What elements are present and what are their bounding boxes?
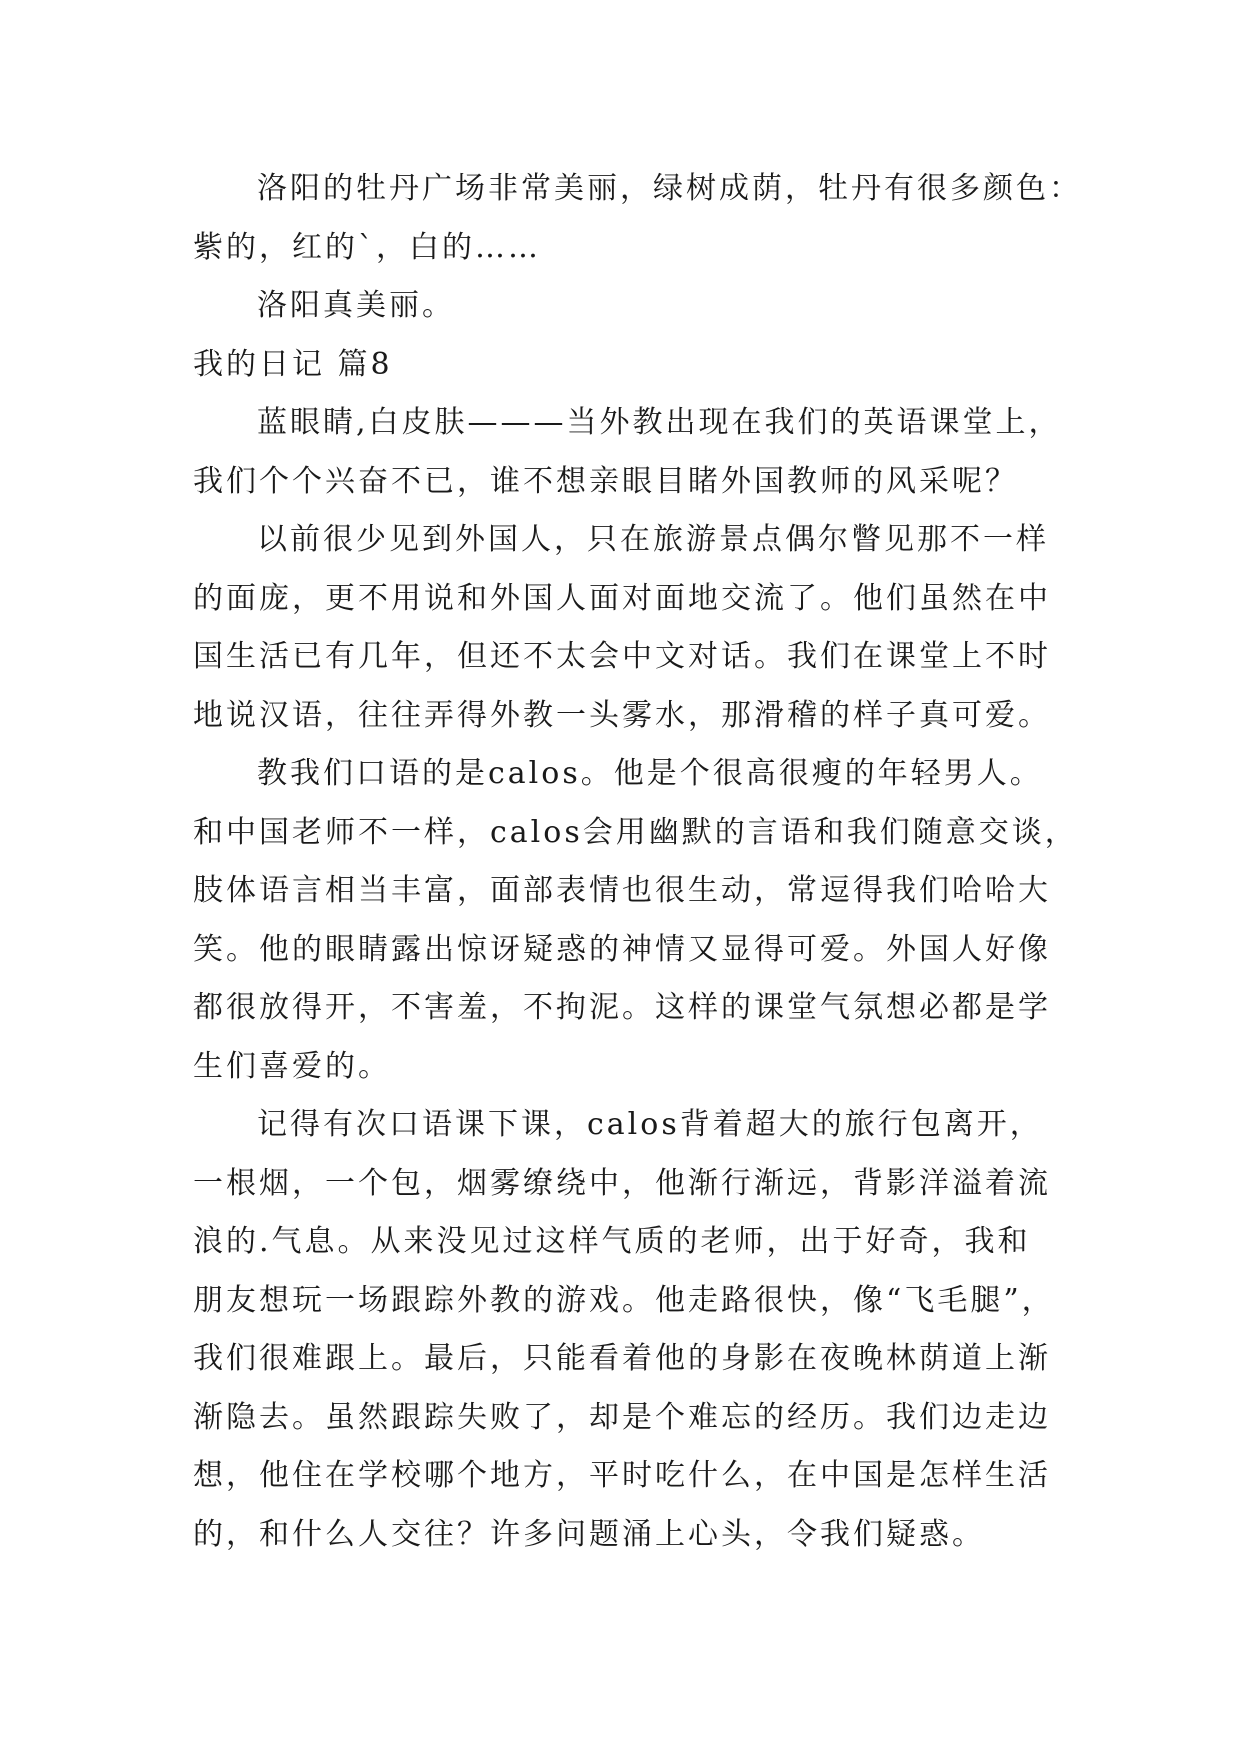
- text-line: 我们个个兴奋不已，谁不想亲眼目睹外国教师的风采呢？: [193, 463, 1018, 499]
- text-line: 肢体语言相当丰富，面部表情也很生动，常逗得我们哈哈大: [193, 873, 1051, 908]
- text-line: 都很放得开，不害羞，不拘泥。这样的课堂气氛想必都是学: [193, 990, 1051, 1025]
- text-line: 洛阳真美丽。: [257, 288, 455, 323]
- text-line: 想，他住在学校哪个地方，平时吃什么，在中国是怎样生活: [193, 1458, 1051, 1493]
- document-body: [193, 160, 1082, 1564]
- text-line: 渐隐去。虽然跟踪失败了，却是个难忘的经历。我们边走边: [193, 1399, 1051, 1435]
- text-line: 生们喜爱的。: [193, 1048, 391, 1084]
- text-line: 教我们口语的是calos。他是个很高很瘦的年轻男人。: [257, 756, 1043, 791]
- text-line: 和中国老师不一样，calos会用幽默的言语和我们随意交谈，: [193, 814, 1078, 850]
- text-line: 紫的，红的`，白的……: [193, 229, 541, 265]
- text-line: 国生活已有几年，但还不太会中文对话。我们在课堂上不时: [193, 639, 1051, 674]
- text-line: 蓝眼睛,白皮肤———当外教出现在我们的英语课堂上，: [257, 405, 1062, 440]
- text-line: 洛阳的牡丹广场非常美丽，绿树成荫，牡丹有很多颜色：: [257, 171, 1082, 206]
- text-line: 我们很难跟上。最后，只能看着他的身影在夜晚林荫道上渐: [193, 1341, 1051, 1376]
- text-line: 记得有次口语课下课，calos背着超大的旅行包离开，: [257, 1107, 1043, 1142]
- text-line: 地说汉语，往往弄得外教一头雾水，那滑稽的样子真可爱。: [193, 697, 1051, 733]
- text-line: 浪的.气息。从来没见过这样气质的老师，出于好奇，我和: [193, 1224, 1031, 1259]
- text-line: 一根烟，一个包，烟雾缭绕中，他渐行渐远，背影洋溢着流: [193, 1165, 1051, 1201]
- text-line: 以前很少见到外国人，只在旅游景点偶尔瞥见那不一样: [257, 522, 1049, 557]
- text-line: 笑。他的眼睛露出惊讶疑惑的神情又显得可爱。外国人好像: [193, 931, 1051, 967]
- section-heading: 我的日记 篇8: [193, 346, 393, 382]
- text-line: 朋友想玩一场跟踪外教的游戏。他走路很快，像“飞毛腿”，: [193, 1282, 1055, 1318]
- text-line: 的面庞，更不用说和外国人面对面地交流了。他们虽然在中: [193, 580, 1051, 616]
- text-line: 的，和什么人交往？许多问题涌上心头，令我们疑惑。: [193, 1516, 985, 1552]
